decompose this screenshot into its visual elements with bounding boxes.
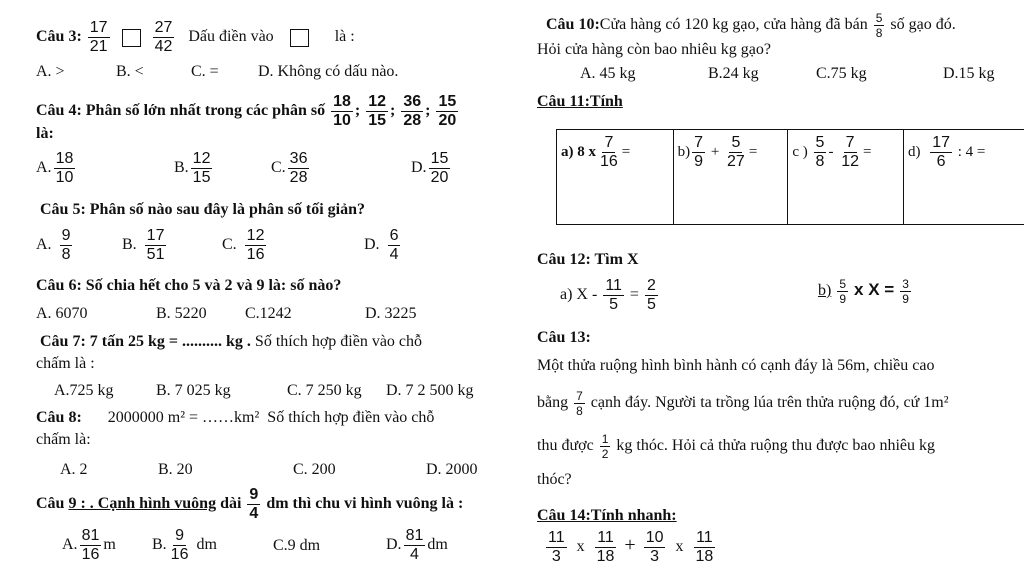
- q3-label: Câu 3:: [36, 28, 82, 46]
- q7-option-d[interactable]: D. 7 2 500 kg: [386, 382, 474, 399]
- q9-option-c[interactable]: C.9 dm: [273, 537, 321, 554]
- q4-option-a[interactable]: A. $\frac{18}{10}$: [36, 150, 74, 186]
- q3-frac-1: $\frac{17}{21}$: [89, 19, 108, 55]
- q14-expression[interactable]: $\frac{11}{3}$ x $\frac{11}{18}$ + $\frac{10}{3}$ x $\frac{11}{18}$: [548, 529, 714, 565]
- q4-option-d[interactable]: D. $\frac{15}{20}$: [411, 150, 449, 186]
- q11-cell-d[interactable]: d) $\frac{17}{6}$ : 4 =: [903, 130, 1024, 225]
- q4-sep: ;: [425, 102, 431, 120]
- q8-line2: chấm là:: [36, 431, 91, 448]
- q4-frac-2: $\frac{12}{15}$: [368, 93, 386, 129]
- q5-option-b[interactable]: B. $\frac{17}{51}$: [122, 227, 165, 263]
- q9-frac: $\frac{9}{4}$: [249, 486, 259, 522]
- q4-frac-4: $\frac{15}{20}$: [438, 93, 457, 129]
- q8-option-c[interactable]: C. 200: [293, 461, 336, 478]
- q4-sep: ;: [354, 102, 361, 120]
- q4-sep: ;: [390, 102, 396, 120]
- q3-option-a[interactable]: A. >: [36, 63, 65, 80]
- q11-cell-a[interactable]: a) 8 x $\frac{7}{16}$ =: [557, 130, 674, 225]
- q11-cell-b[interactable]: b) $\frac{7}{9}$ + $\frac{5}{27}$ =: [673, 130, 788, 225]
- q7-option-b[interactable]: B. 7 025 kg: [156, 382, 231, 399]
- q10-label: Câu 10:: [546, 16, 600, 34]
- q3-option-c[interactable]: C. =: [191, 63, 219, 80]
- q9-label: Câu: [36, 495, 65, 513]
- q8-line: [36, 408, 434, 428]
- q13-label: Câu 13:: [537, 329, 591, 346]
- q10-line: [546, 12, 956, 39]
- q5-option-d[interactable]: D. $\frac{6}{4}$: [364, 227, 399, 263]
- q6-option-d[interactable]: D. 3225: [365, 305, 417, 322]
- q7-label: Câu 7: 7 tấn 25 kg = .......... kg .: [40, 333, 251, 350]
- q7-option-c[interactable]: C. 7 250 kg: [287, 382, 362, 399]
- q9-option-a[interactable]: A. $\frac{81}{16}$ m: [62, 527, 116, 563]
- q10-option-d[interactable]: D.15 kg: [943, 65, 995, 82]
- q7-label-rest: Số thích hợp điền vào chỗ: [254, 333, 423, 350]
- q7-line: [40, 332, 422, 352]
- q8-option-b[interactable]: B. 20: [158, 461, 193, 478]
- q3-answer-box[interactable]: [122, 29, 141, 47]
- q11-label: Câu 11:Tính: [537, 93, 623, 110]
- q10-tail: số gạo đó.: [890, 16, 956, 34]
- q8-label: Câu 8:: [36, 409, 82, 426]
- q10-option-a[interactable]: A. 45 kg: [580, 65, 636, 82]
- q13-line3: thu được $\frac{1}{2}$ kg thóc. Hỏi cả thửa ruộng thu được bao nhiêu kg: [537, 432, 935, 461]
- q10-option-b[interactable]: B.24 kg: [708, 65, 759, 82]
- q6-label: Câu 6: Số chia hết cho 5 và 2 và 9 là: số nào?: [36, 277, 342, 294]
- q10-option-c[interactable]: C.75 kg: [816, 65, 867, 82]
- q4-tail: là:: [36, 125, 54, 142]
- q3-option-b[interactable]: B. <: [116, 63, 144, 80]
- q3-frac-2: $\frac{27}{42}$: [154, 19, 173, 55]
- q5-option-c[interactable]: C. $\frac{12}{16}$: [222, 227, 265, 263]
- q3-option-d[interactable]: D. Không có dấu nào.: [258, 63, 399, 80]
- q7-option-a[interactable]: A.725 kg: [54, 382, 114, 399]
- q11-cell-c[interactable]: c ) $\frac{5}{8}$ - $\frac{7}{12}$ =: [788, 130, 904, 225]
- q3-tail: là :: [334, 28, 355, 46]
- q10-line2: Hỏi cửa hàng còn bao nhiêu kg gạo?: [537, 41, 771, 58]
- q8-expr: 2000000 m² = ……km²: [107, 409, 260, 426]
- q3-sign-box: [290, 29, 309, 47]
- q6-option-b[interactable]: B. 5220: [156, 305, 207, 322]
- q8-rest: Số thích hợp điền vào chỗ: [267, 409, 435, 426]
- q14-label: Câu 14:Tính nhanh:: [537, 507, 677, 524]
- q12-part-a[interactable]: a) X - $\frac{11}{5}$ = $\frac{2}{5}$: [560, 277, 656, 313]
- q12-label: Câu 12: Tìm X: [537, 251, 639, 268]
- q9-label-mid: dài: [220, 495, 242, 513]
- q9-line: [36, 487, 463, 522]
- q13-line1: Một thửa ruộng hình bình hành có cạnh đáy là 56m, chiều cao: [537, 357, 935, 374]
- q4-option-b[interactable]: B. $\frac{12}{15}$: [174, 150, 211, 186]
- q11-table: [556, 129, 1024, 225]
- q6-option-a[interactable]: A. 6070: [36, 305, 88, 322]
- q8-option-a[interactable]: A. 2: [60, 461, 88, 478]
- q9-label-post: dm thì chu vi hình vuông là :: [266, 495, 464, 513]
- q13-line4: thóc?: [537, 471, 572, 488]
- q4-frac-1: $\frac{18}{10}$: [333, 93, 351, 129]
- q10-frac: $\frac{5}{8}$: [875, 11, 883, 40]
- q5-option-a[interactable]: A. $\frac{9}{8}$: [36, 227, 71, 263]
- q4-label: Câu 4: Phân số lớn nhất trong các phân số: [36, 102, 326, 120]
- q3-text: Dấu điền vào: [188, 28, 274, 46]
- q9-option-b[interactable]: B. $\frac{9}{16}$ dm: [152, 527, 217, 563]
- q13-line2: bằng $\frac{7}{8}$ cạnh đáy. Người ta trồng lúa trên thửa ruộng đó, cứ 1m²: [537, 389, 949, 418]
- q3-line: [36, 20, 355, 55]
- q9-label-underlined: 9 : . Cạnh hình vuông: [68, 495, 217, 513]
- q7-line2: chấm là :: [36, 355, 95, 372]
- q6-option-c[interactable]: C.1242: [245, 305, 292, 322]
- q12-part-b[interactable]: b) $\frac{5}{9}$ x X = $\frac{3}{9}$: [818, 277, 909, 306]
- q9-option-d[interactable]: D. $\frac{81}{4}$ dm: [386, 527, 448, 563]
- q4-frac-3: $\frac{36}{28}$: [403, 93, 422, 129]
- q8-option-d[interactable]: D. 2000: [426, 461, 478, 478]
- q5-label: Câu 5: Phân số nào sau đây là phân số tối giản?: [40, 201, 365, 218]
- q4-line: [36, 94, 460, 129]
- q4-option-c[interactable]: C. $\frac{36}{28}$: [271, 150, 308, 186]
- q10-text: Cửa hàng có 120 kg gạo, cửa hàng đã bán: [599, 16, 868, 34]
